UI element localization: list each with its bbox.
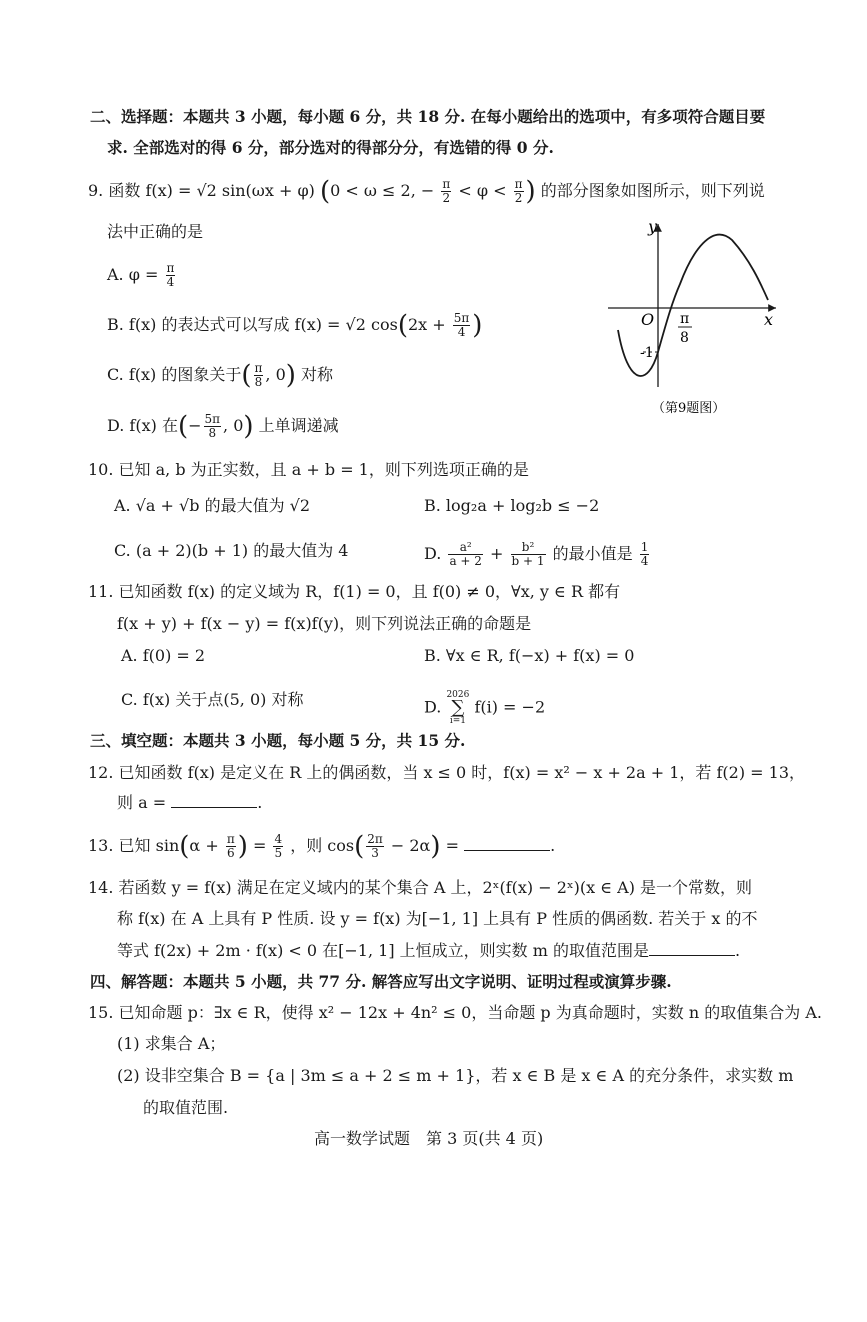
q9-option-c: C. f(x) 的图象关于( $\frac{\pi}{8}$ , 0) 对称 — [107, 360, 334, 391]
section-4-heading: 四、解答题：本题共 5 小题，共 77 分. 解答应写出文字说明、证明过程或演算步骤. — [90, 972, 672, 991]
q13-answer-blank[interactable] — [464, 836, 550, 851]
q10-option-b: B. log₂a + log₂b ≤ −2 — [424, 496, 600, 515]
q11-option-c: C. f(x) 关于点(5, 0) 对称 — [121, 690, 304, 709]
figure-caption: （第9题图） — [652, 401, 726, 416]
q11-stem-line2: f(x + y) + f(x − y) = f(x)f(y)，则下列说法正确的命题是 — [117, 614, 532, 633]
page-footer: 高一数学试题 第 3 页(共 4 页) — [314, 1129, 544, 1148]
x-axis-label: x — [764, 310, 774, 329]
q12-answer-blank[interactable] — [171, 793, 257, 808]
q15-stem: 15. 已知命题 p：∃x ∈ R，使得 x² − 12x + 4n² ≤ 0，当命题 p 为真命题时，实数 n 的取值集合为 A. — [88, 1003, 822, 1022]
origin-label: O — [641, 310, 655, 329]
minus-one-label: -1 — [640, 345, 654, 361]
q11-stem: 11. 已知函数 f(x) 的定义域为 R，f(1) = 0，且 f(0) ≠ 0，∀x, y ∈ R 都有 — [88, 582, 621, 601]
q9-option-d: D. f(x) 在(− $\frac{5\pi}{8}$ , 0) 上单调递减 — [107, 411, 339, 442]
y-axis-label: y — [648, 217, 658, 236]
pi-label: π — [680, 311, 690, 327]
eight-label: 8 — [680, 330, 689, 346]
q9-option-b: B. f(x) 的表达式可以写成 f(x) = √2 cos(2x + $\frac{5\pi}{4}$ ) — [107, 310, 483, 341]
q10-option-c: C. (a + 2)(b + 1) 的最大值为 4 — [114, 541, 349, 560]
section-2-heading: 二、选择题：本题共 3 小题，每小题 6 分，共 18 分. 在每小题给出的选项中，有多项符合题目要 — [90, 107, 766, 126]
section-2-heading-cont: 求. 全部选对的得 6 分，部分选对的得部分分，有选错的得 0 分. — [107, 138, 554, 157]
q12-stem-line2: 则 a = . — [117, 793, 263, 812]
q15-part-1: (1) 求集合 A； — [117, 1034, 226, 1053]
q15-part-2-cont: 的取值范围. — [143, 1098, 229, 1117]
q14-stem-line2: 称 f(x) 在 A 上具有 P 性质. 设 y = f(x) 为[−1, 1] 上具有 P 性质的偶函数. 若关于 x 的不 — [117, 909, 758, 928]
q9-graph — [600, 212, 790, 427]
q14-answer-blank[interactable] — [649, 941, 735, 956]
q11-option-b: B. ∀x ∈ R, f(−x) + f(x) = 0 — [424, 646, 635, 665]
q9-stem: 9. 函数 f(x) = √2 sin(ωx + φ) (0 < ω ≤ 2, − $\frac{\pi}{2}$ < φ < $\frac{\pi}{2}$ ) 的部分图象如图所示，则下列说 — [88, 176, 765, 207]
q10-option-d: D. $\frac{\text{a²}}{a + 2}$ + $\frac{\text{b²}}{b + 1}$ 的最小值是 $\frac{1}{4}$ — [424, 540, 649, 568]
section-3-heading: 三、填空题：本题共 3 小题，每小题 5 分，共 15 分. — [90, 731, 466, 750]
q10-stem: 10. 已知 a, b 为正实数，且 a + b = 1，则下列选项正确的是 — [88, 460, 529, 479]
q14-stem-line3: 等式 f(2x) + 2m · f(x) < 0 在[−1, 1] 上恒成立，则实数 m 的取值范围是 . — [117, 941, 741, 960]
q11-option-a: A. f(0) = 2 — [121, 646, 206, 665]
q9-option-a: A. φ = $\frac{\pi}{4}$ — [107, 261, 175, 289]
q9-stem-line2: 法中正确的是 — [107, 222, 204, 241]
q10-option-a: A. √a + √b 的最大值为 √2 — [114, 496, 311, 515]
q15-part-2: (2) 设非空集合 B = {a | 3m ≤ a + 2 ≤ m + 1}，若 x ∈ B 是 x ∈ A 的充分条件，求实数 m — [117, 1066, 794, 1085]
q11-option-d: D. 2026 ∑ i=1 f(i) = −2 — [424, 690, 546, 726]
q14-stem: 14. 若函数 y = f(x) 满足在定义域内的某个集合 A 上，2ˣ(f(x) − 2ˣ)(x ∈ A) 是一个常数，则 — [88, 878, 753, 897]
q12-stem: 12. 已知函数 f(x) 是定义在 R 上的偶函数，当 x ≤ 0 时，f(x) = x² − x + 2a + 1，若 f(2) = 13， — [88, 763, 806, 782]
q13-stem: 13. 已知 sin(α + $\frac{\pi}{6}$ ) = $\frac{4}{5}$ ，则 cos( $\frac{2\pi}{3}$ − 2α) = . — [88, 831, 556, 862]
